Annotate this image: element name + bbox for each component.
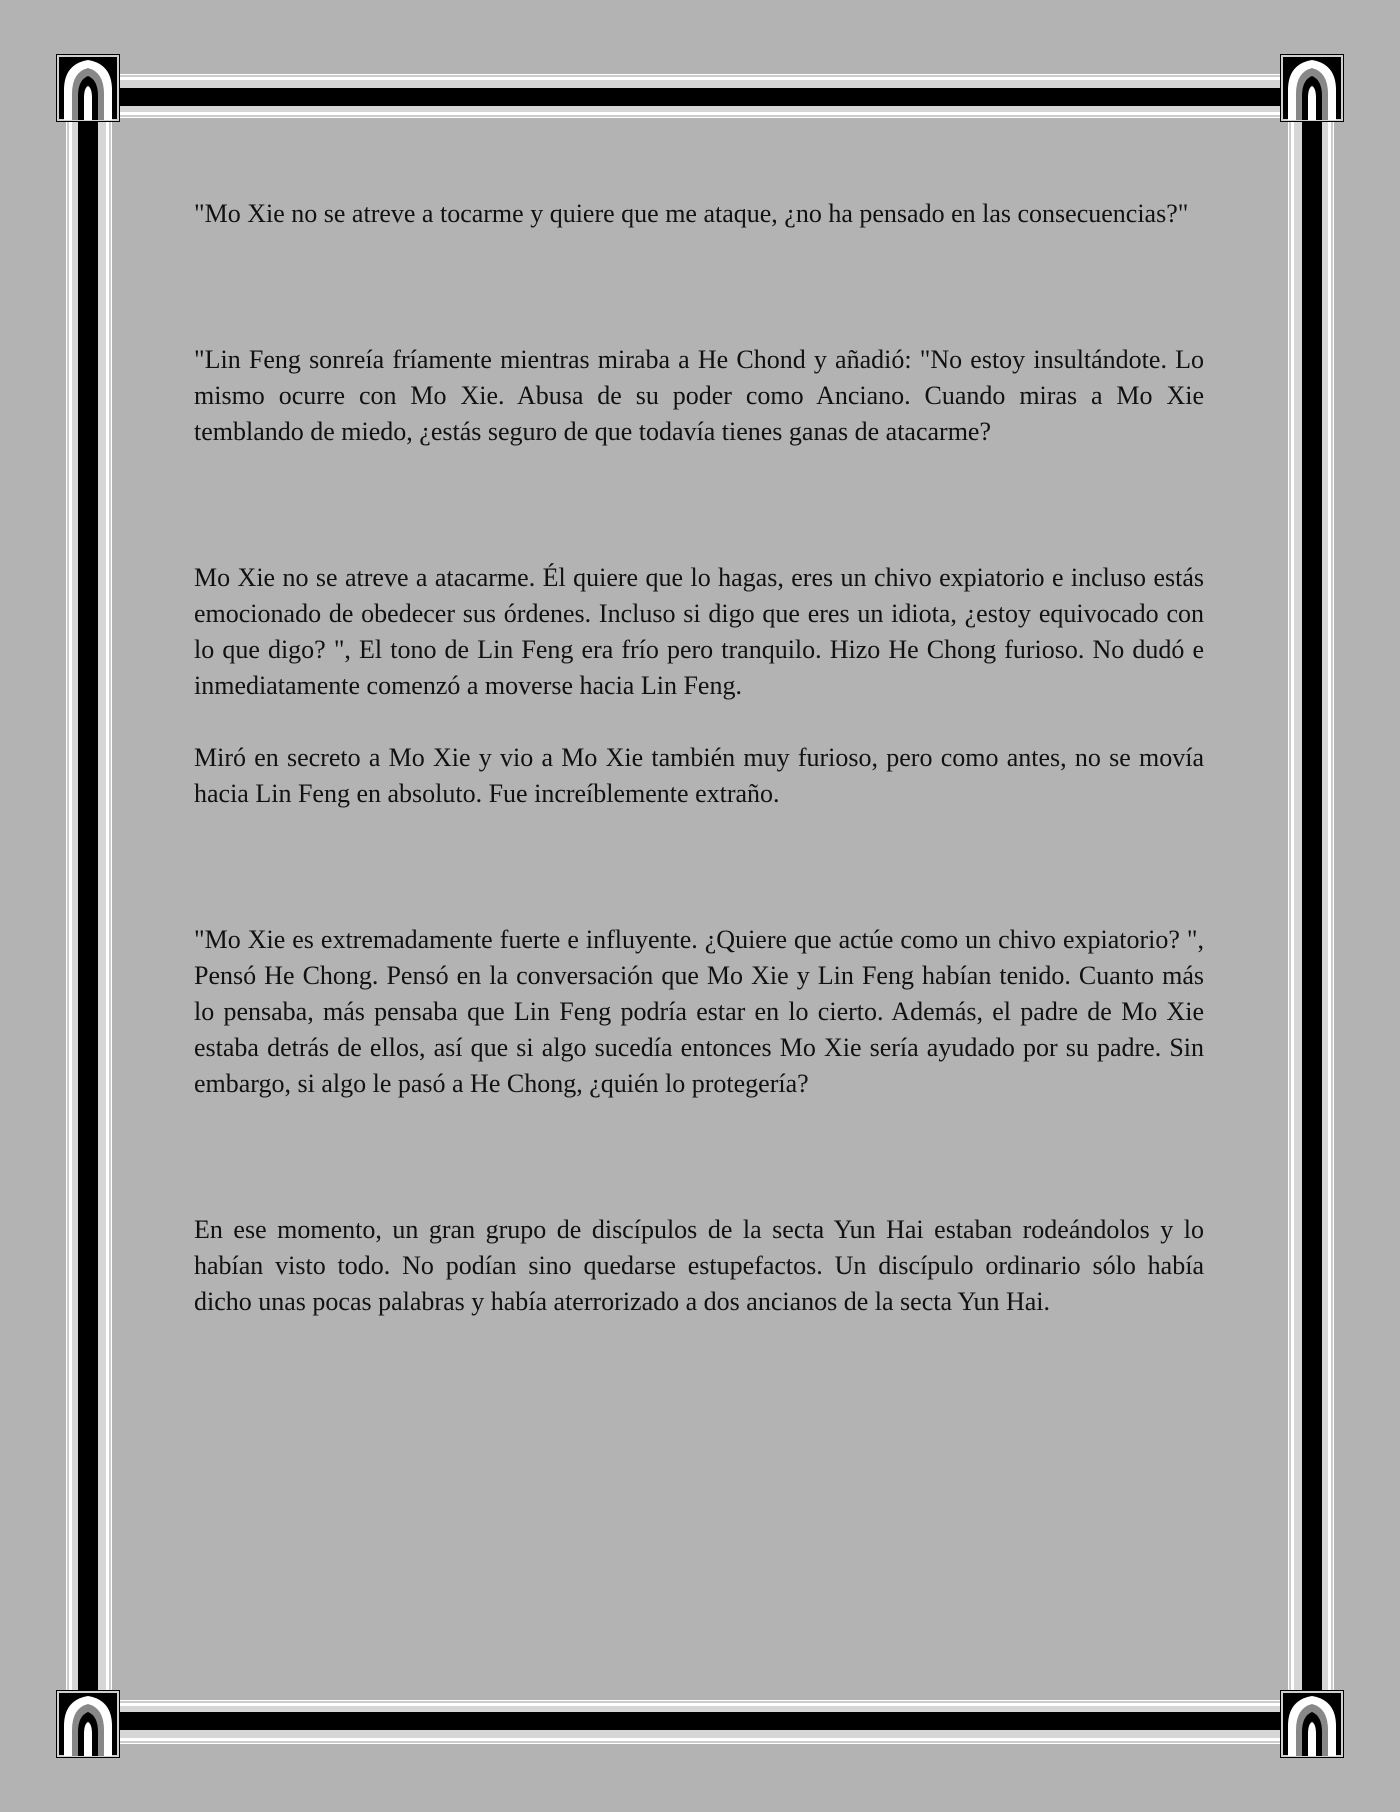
paragraph-2: "Lin Feng sonreía fríamente mientras miraba a He Chond y añadió: "No estoy insultándote. Lo mismo ocurre con Mo Xie. Abusa de su poder como Anciano. Cuando miras a Mo Xie temblando de miedo, ¿estás seguro de que todavía tienes ganas de atacarme?	[194, 345, 1204, 446]
corner-ornament-top-left	[56, 54, 120, 122]
page-body	[194, 196, 1204, 1320]
corner-ornament-bottom-left	[56, 1690, 120, 1758]
paragraph-6: En ese momento, un gran grupo de discípulos de la secta Yun Hai estaban rodeándolos y lo habían visto todo. No podían sino quedarse estupefactos. Un discípulo ordinario sólo había dicho unas pocas palabras y había aterrorizado a dos ancianos de la secta Yun Hai.	[194, 1215, 1204, 1316]
top-border-bar	[110, 74, 1290, 118]
corner-ornament-top-right	[1280, 54, 1344, 122]
paragraph-5: "Mo Xie es extremadamente fuerte e influyente. ¿Quiere que actúe como un chivo expiatorio? ", Pensó He Chong. Pensó en la conversación que Mo Xie y Lin Feng habían tenido. Cuanto más lo pensaba, más pensaba que Lin Feng podría estar en lo cierto. Además, el padre de Mo Xie estaba detrás de ellos, así que si algo sucedía entonces Mo Xie sería ayudado por su padre. Sin embargo, si algo le pasó a He Chong, ¿quién lo protegería?	[194, 925, 1204, 1098]
paragraph-3: Mo Xie no se atreve a atacarme. Él quiere que lo hagas, eres un chivo expiatorio e incluso estás emocionado de obedecer sus órdenes. Incluso si digo que eres un idiota, ¿estoy equivocado con lo que digo? ", El tono de Lin Feng era frío pero tranquilo. Hizo He Chong furioso. No dudó e inmediatamente comenzó a moverse hacia Lin Feng.	[194, 563, 1204, 700]
left-border-bar	[66, 120, 112, 1700]
bottom-border-bar	[110, 1700, 1290, 1744]
corner-ornament-bottom-right	[1280, 1690, 1344, 1758]
paragraph-1: "Mo Xie no se atreve a tocarme y quiere que me ataque, ¿no ha pensado en las consecuencias?"	[194, 199, 1189, 228]
right-border-bar	[1288, 120, 1334, 1700]
paragraph-4: Miró en secreto a Mo Xie y vio a Mo Xie también muy furioso, pero como antes, no se movía hacia Lin Feng en absoluto. Fue increíblemente extraño.	[194, 743, 1204, 808]
